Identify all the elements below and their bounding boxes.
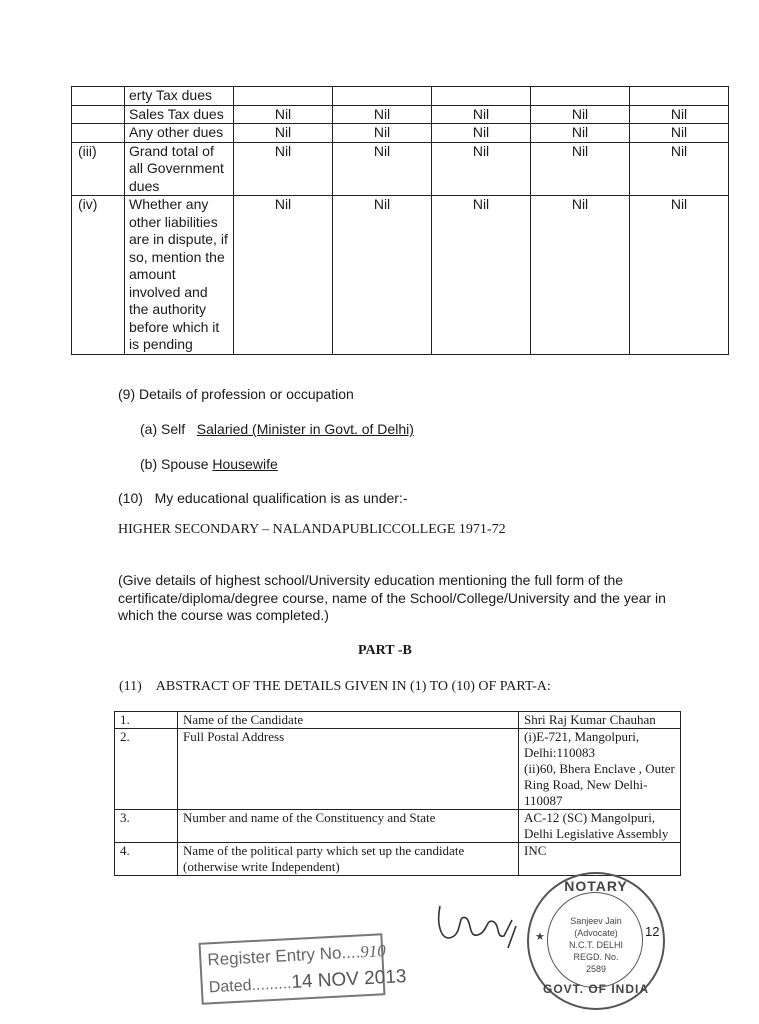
value-cell: Nil: [432, 196, 531, 355]
notary-name: Sanjeev Jain: [570, 916, 622, 926]
liabilities-table: [71, 86, 729, 355]
abstract-row: [115, 810, 681, 843]
row-label: erty Tax dues: [125, 87, 234, 106]
abstract-item: Name of the Candidate: [178, 712, 519, 729]
self-value: Salaried (Minister in Govt. of Delhi): [196, 421, 414, 437]
register-date: 14 NOV 2013: [290, 966, 407, 994]
liabilities-row: [72, 142, 729, 196]
register-line2: Dated.........: [208, 975, 292, 997]
abstract-value: Shri Raj Kumar Chauhan: [519, 712, 681, 729]
value-cell: Nil: [333, 196, 432, 355]
abstract-row-number: 3.: [115, 810, 178, 843]
section10-heading: (10) My educational qualification is as under:-: [118, 490, 408, 506]
row-number: (iii): [72, 142, 125, 196]
value-cell: Nil: [630, 142, 729, 196]
value-cell: Nil: [531, 142, 630, 196]
occupation-self: [140, 421, 414, 437]
abstract-row-number: 4.: [115, 843, 178, 876]
abstract-item: Full Postal Address: [178, 729, 519, 810]
notary-seal: [527, 872, 665, 1010]
spouse-value: Housewife: [212, 456, 278, 472]
value-cell: Nil: [630, 196, 729, 355]
value-cell: [531, 87, 630, 106]
notary-seal-details: [529, 915, 663, 975]
notary-region: N.C.T. DELHI: [568, 940, 623, 950]
value-cell: Nil: [531, 196, 630, 355]
row-label: Sales Tax dues: [125, 105, 234, 124]
register-entry-stamp: [199, 933, 407, 1005]
abstract-value: INC: [519, 843, 681, 876]
row-label: Whether any other liabilities are in dispute, if so, mention the amount involved and the authority before which it is pending: [125, 196, 234, 355]
row-number: [72, 87, 125, 106]
value-cell: [333, 87, 432, 106]
abstract-item: Number and name of the Constituency and State: [178, 810, 519, 843]
liabilities-row: [72, 87, 729, 106]
education-instruction: (Give details of highest school/University education mentioning the full form of the certificate/diploma/degree course, name of the School/College/University and the year in which the course was completed.): [118, 572, 666, 623]
value-cell: Nil: [333, 105, 432, 124]
abstract-row: [115, 712, 681, 729]
value-cell: [630, 87, 729, 106]
value-cell: Nil: [234, 196, 333, 355]
section9-heading: (9) Details of profession or occupation: [118, 386, 354, 402]
notary-regd-no: 2589: [585, 964, 607, 974]
qualification-text: HIGHER SECONDARY – NALANDAPUBLICCOLLEGE 1971-72: [118, 522, 506, 537]
abstract-heading: (11) ABSTRACT OF THE DETAILS GIVEN IN (1) TO (10) OF PART-A:: [119, 679, 551, 694]
notary-regd: REGD. No.: [573, 952, 619, 962]
value-cell: [234, 87, 333, 106]
register-line1: Register Entry No....: [206, 942, 361, 970]
notary-seal-bottom: GOVT. OF INDIA: [542, 982, 649, 996]
part-b-title: PART -B: [358, 643, 412, 658]
value-cell: Nil: [432, 142, 531, 196]
occupation-spouse: [140, 456, 278, 472]
abstract-value: (i)E-721, Mangolpuri, Delhi:110083 (ii)60, Bhera Enclave , Outer Ring Road, New Delhi-110087: [519, 729, 681, 810]
row-number: (iv): [72, 196, 125, 355]
notary-role: (Advocate): [574, 928, 618, 938]
liabilities-row: [72, 196, 729, 355]
register-entry-number: 910: [359, 941, 387, 962]
abstract-table: [114, 711, 681, 876]
notary-seal-top: NOTARY: [564, 878, 628, 894]
abstract-row: [115, 729, 681, 810]
value-cell: [432, 87, 531, 106]
value-cell: Nil: [432, 105, 531, 124]
notary-star-icon: ★: [535, 931, 545, 943]
row-label: Any other dues: [125, 124, 234, 143]
row-label: Grand total of all Government dues: [125, 142, 234, 196]
value-cell: Nil: [630, 124, 729, 143]
abstract-row-number: 1.: [115, 712, 178, 729]
value-cell: Nil: [234, 142, 333, 196]
value-cell: Nil: [531, 105, 630, 124]
abstract-row: [115, 843, 681, 876]
value-cell: Nil: [234, 124, 333, 143]
liabilities-row: [72, 124, 729, 143]
abstract-item: Name of the political party which set up the candidate (otherwise write Independent): [178, 843, 519, 876]
abstract-row-number: 2.: [115, 729, 178, 810]
value-cell: Nil: [333, 124, 432, 143]
value-cell: Nil: [333, 142, 432, 196]
spouse-label: (b) Spouse: [140, 456, 209, 472]
abstract-value: AC-12 (SC) Mangolpuri, Delhi Legislative Assembly: [519, 810, 681, 843]
self-label: (a) Self: [140, 421, 186, 437]
value-cell: Nil: [432, 124, 531, 143]
row-number: [72, 124, 125, 143]
liabilities-row: [72, 105, 729, 124]
row-number: [72, 105, 125, 124]
value-cell: Nil: [531, 124, 630, 143]
value-cell: Nil: [234, 105, 333, 124]
page-number: 12: [645, 924, 660, 939]
value-cell: Nil: [630, 105, 729, 124]
signature: [432, 896, 528, 956]
